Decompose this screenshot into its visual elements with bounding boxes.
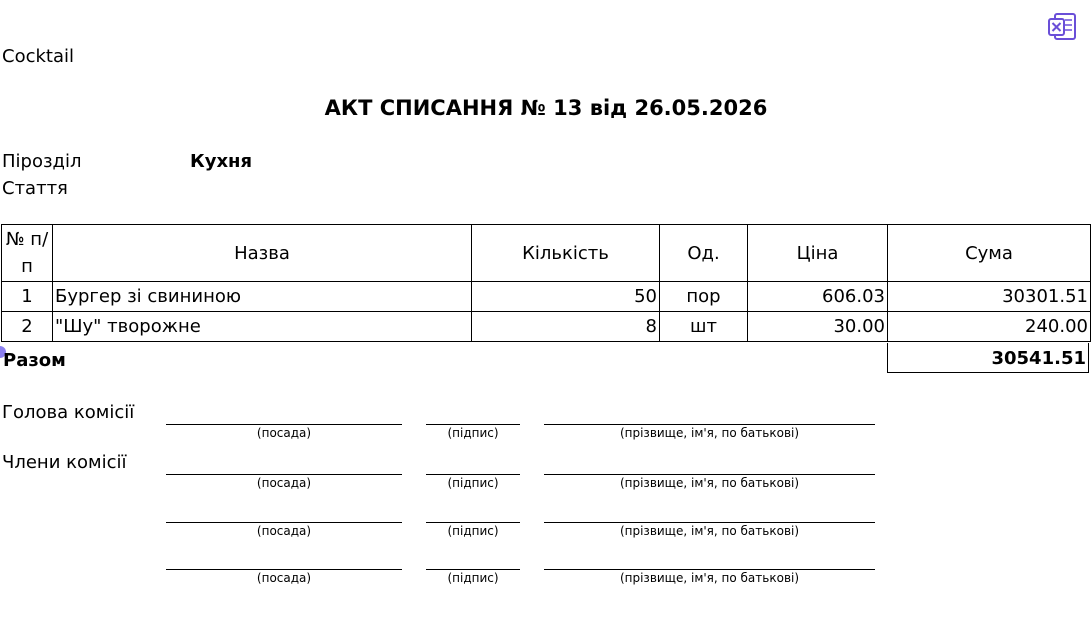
header-sum: Сума xyxy=(888,225,1091,282)
row-qty: 50 xyxy=(472,282,660,312)
company-name: Cocktail xyxy=(2,46,74,67)
position-line xyxy=(166,522,402,523)
name-line xyxy=(544,424,875,425)
header-unit: Од. xyxy=(660,225,748,282)
row-price: 606.03 xyxy=(748,282,888,312)
position-caption: (посада) xyxy=(256,571,312,585)
signature-line xyxy=(426,522,520,523)
row-sum: 30301.51 xyxy=(888,282,1091,312)
name-caption: (прізвище, ім'я, по батькові) xyxy=(619,426,800,440)
name-line xyxy=(544,474,875,475)
header-num: № п/п xyxy=(2,225,53,282)
name-line xyxy=(544,522,875,523)
department-value: Кухня xyxy=(190,151,253,172)
header-qty: Кількість xyxy=(472,225,660,282)
signature-line xyxy=(426,424,520,425)
signature-caption: (підпис) xyxy=(447,571,499,585)
members-label: Члени комісії xyxy=(2,452,127,473)
chairman-label: Голова комісії xyxy=(2,402,135,423)
row-sum: 240.00 xyxy=(888,312,1091,342)
row-unit: шт xyxy=(660,312,748,342)
signature-line xyxy=(426,569,520,570)
header-name: Назва xyxy=(53,225,472,282)
department-label: Пірозділ xyxy=(2,151,82,172)
row-price: 30.00 xyxy=(748,312,888,342)
signature-caption: (підпис) xyxy=(447,524,499,538)
document-title: АКТ СПИСАННЯ № 13 від 26.05.2026 xyxy=(324,96,768,120)
table-row xyxy=(2,312,1091,342)
table-row xyxy=(2,282,1091,312)
items-table xyxy=(1,224,1091,342)
row-num: 2 xyxy=(2,312,53,342)
name-caption: (прізвище, ім'я, по батькові) xyxy=(619,571,800,585)
total-value: 30541.51 xyxy=(887,343,1089,373)
article-label: Стаття xyxy=(2,178,68,199)
row-num: 1 xyxy=(2,282,53,312)
row-name: "Шу" творожне xyxy=(53,312,472,342)
signature-caption: (підпис) xyxy=(447,476,499,490)
signature-caption: (підпис) xyxy=(447,426,499,440)
name-caption: (прізвище, ім'я, по батькові) xyxy=(619,476,800,490)
row-name: Бургер зі свининою xyxy=(53,282,472,312)
row-unit: пор xyxy=(660,282,748,312)
position-caption: (посада) xyxy=(256,476,312,490)
name-caption: (прізвище, ім'я, по батькові) xyxy=(619,524,800,538)
position-line xyxy=(166,424,402,425)
position-line xyxy=(166,474,402,475)
position-line xyxy=(166,569,402,570)
table-header-row xyxy=(2,225,1091,282)
total-label: Разом xyxy=(3,350,66,371)
row-qty: 8 xyxy=(472,312,660,342)
header-price: Ціна xyxy=(748,225,888,282)
name-line xyxy=(544,569,875,570)
signature-line xyxy=(426,474,520,475)
excel-export-icon[interactable] xyxy=(1047,12,1079,42)
position-caption: (посада) xyxy=(256,426,312,440)
position-caption: (посада) xyxy=(256,524,312,538)
